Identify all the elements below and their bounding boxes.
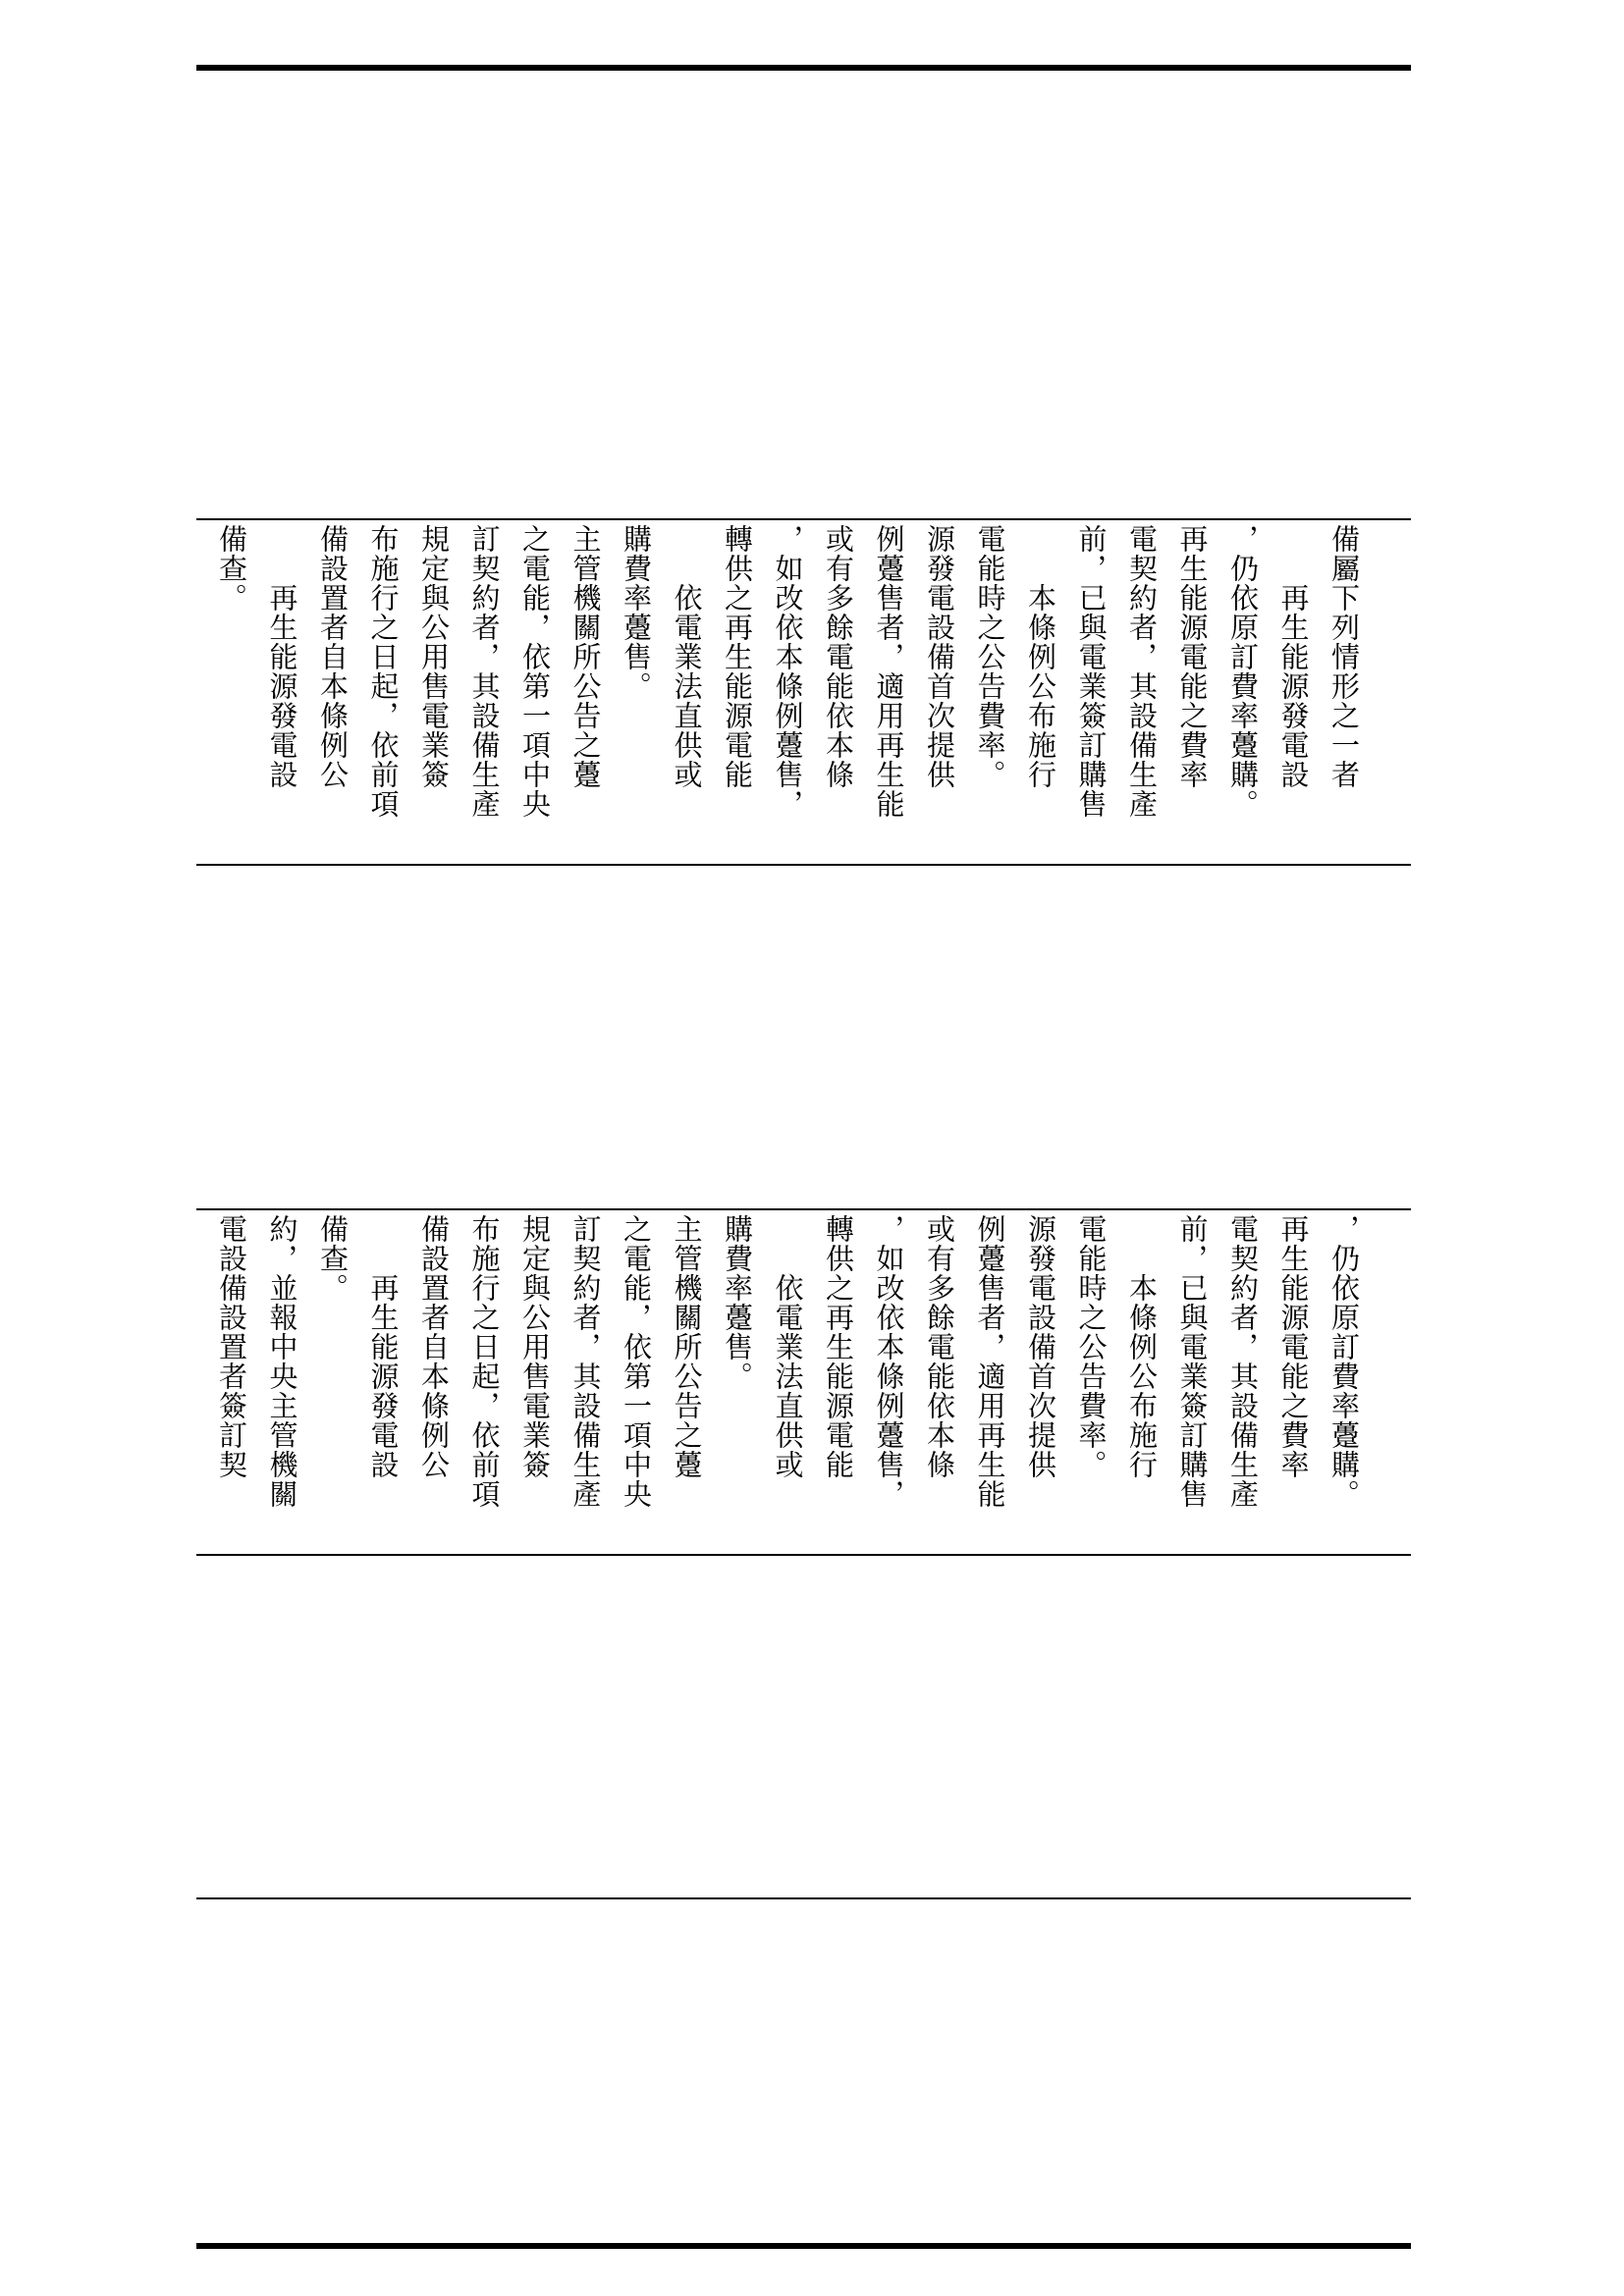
block_top-column: 備查。	[215, 524, 248, 613]
block-bottom-upper-rule	[196, 1208, 1411, 1210]
block_top-column: 電能時之公告費率。	[973, 524, 1007, 789]
block_bottom-column: 再生能源電能之費率	[1276, 1214, 1311, 1479]
block_bottom-column: 備設置者自本條例公	[417, 1214, 451, 1479]
block_top-column: 規定與公用售電業簽	[417, 524, 451, 789]
block_bottom-column: 或有多餘電能依本條	[923, 1214, 956, 1479]
block_top-column: 依電業法直供或	[670, 524, 704, 789]
block_top-column: 或有多餘電能依本條	[822, 524, 855, 789]
block_top-column: 備設置者自本條例公	[316, 524, 350, 789]
block_bottom-column: 轉供之再生能源電能	[822, 1214, 855, 1479]
block_top-column: 訂契約者，其設備生產	[467, 524, 502, 819]
block_bottom-column: 例躉售者，適用再生能	[973, 1214, 1007, 1509]
block_top-column: 前，已與電業簽訂購售	[1074, 524, 1109, 819]
block_bottom-column: 布施行之日起，依前項	[467, 1214, 502, 1509]
block_bottom-column: 備查。	[316, 1214, 350, 1303]
block_top-column: 轉供之再生能源電能	[721, 524, 754, 789]
block_bottom-column: 依電業法直供或	[771, 1214, 805, 1479]
text-block-top	[196, 524, 1411, 864]
block_bottom-column: 購費率躉售。	[721, 1214, 754, 1391]
block_bottom-column: 規定與公用售電業簽	[518, 1214, 552, 1479]
block_top-column: 電契約者，其設備生產	[1125, 524, 1159, 819]
block-bottom-lower-rule	[196, 1554, 1411, 1556]
block-top-lower-rule	[196, 864, 1411, 866]
block_top-column: ，如改依本條例躉售，	[771, 524, 805, 819]
block_bottom-column: ，如改依本條例躉售，	[872, 1214, 906, 1509]
block_bottom-column: 電設備設置者簽訂契	[215, 1214, 248, 1479]
block_top-column: 之電能，依第一項中央	[518, 524, 552, 819]
block_bottom-column: 之電能，依第一項中央	[620, 1214, 653, 1509]
text-block-bottom	[196, 1214, 1411, 1554]
lower-section-rule	[196, 1897, 1411, 1899]
block_bottom-column: 訂契約者，其設備生產	[568, 1214, 603, 1509]
block_bottom-column: 本條例公布施行	[1125, 1214, 1159, 1479]
block_top-column: 備屬下列情形之一者	[1327, 524, 1361, 789]
block_top-column: 再生能源發電設	[265, 524, 299, 789]
block_top-column: 本條例公布施行	[1024, 524, 1057, 789]
top-border	[196, 65, 1411, 71]
block_bottom-column: 約，並報中央主管機關	[265, 1214, 299, 1509]
bottom-border	[196, 2243, 1411, 2249]
block_bottom-column: 電能時之公告費率。	[1074, 1214, 1109, 1479]
block_top-column: 源發電設備首次提供	[923, 524, 956, 789]
block_bottom-column: 電契約者，其設備生產	[1226, 1214, 1260, 1509]
block_top-column: 例躉售者，適用再生能	[872, 524, 906, 819]
block_top-column: 再生能源電能之費率	[1175, 524, 1210, 789]
block_bottom-column: 主管機關所公告之躉	[670, 1214, 704, 1479]
block_top-column: ，仍依原訂費率躉購。	[1226, 524, 1260, 819]
block_top-column: 再生能源發電設	[1276, 524, 1311, 789]
block_bottom-column: 再生能源發電設	[366, 1214, 401, 1479]
block-top-upper-rule	[196, 518, 1411, 520]
block_bottom-column: 源發電設備首次提供	[1024, 1214, 1057, 1479]
block_top-column: 購費率躉售。	[620, 524, 653, 701]
block_top-column: 主管機關所公告之躉	[568, 524, 603, 789]
block_bottom-column: ，仍依原訂費率躉購。	[1327, 1214, 1361, 1509]
block_top-column: 布施行之日起，依前項	[366, 524, 401, 819]
block_bottom-column: 前，已與電業簽訂購售	[1175, 1214, 1210, 1509]
